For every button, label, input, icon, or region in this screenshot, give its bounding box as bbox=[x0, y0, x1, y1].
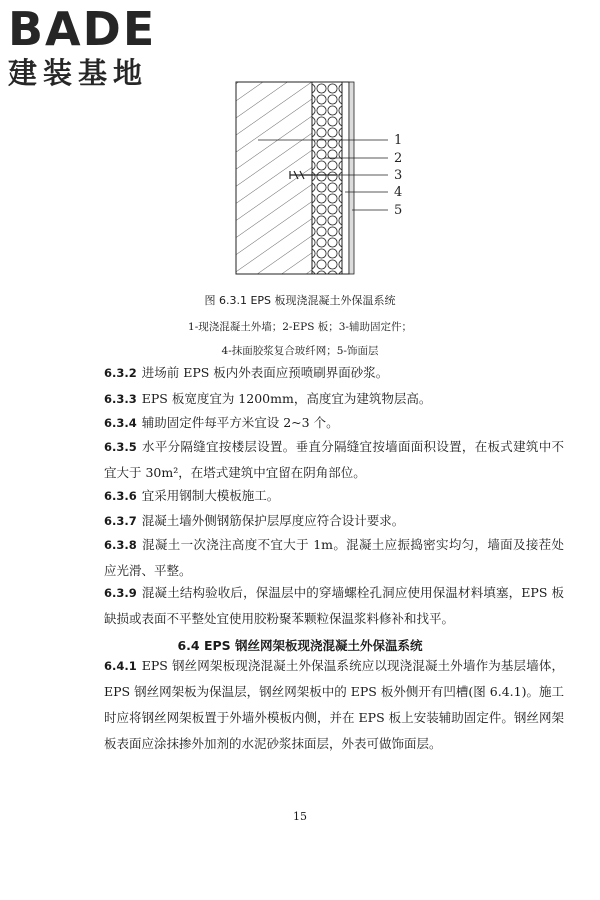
clause-6-3-6 bbox=[104, 483, 564, 509]
clause-number: 6.3.4 bbox=[104, 416, 137, 430]
page-number: 15 bbox=[293, 810, 307, 823]
finish-layer bbox=[349, 82, 354, 274]
clause-number: 6.3.3 bbox=[104, 392, 137, 406]
figure-legend-line2: 4-抹面胶浆复合玻纤网；5-饰面层 bbox=[221, 345, 379, 357]
clause-text: EPS 板宽度宜为 1200mm，高度宜为建筑物层高。 bbox=[141, 391, 432, 406]
clause-number: 6.3.2 bbox=[104, 366, 137, 380]
clause-6-3-5 bbox=[104, 434, 564, 486]
logo-subtitle: 建装基地 bbox=[8, 56, 149, 90]
clause-6-3-2 bbox=[104, 360, 564, 386]
callout-4: 4 bbox=[394, 185, 403, 200]
eps-board bbox=[312, 82, 342, 274]
clause-text: 混凝土一次浇注高度不宜大于 1m。混凝土应振捣密实均匀，墙面及接茬处应光滑、平整。 bbox=[104, 537, 564, 578]
wall-section-figure bbox=[228, 72, 428, 282]
clause-6-3-7 bbox=[104, 508, 564, 534]
clause-6-3-4 bbox=[104, 410, 564, 436]
clause-text: 宜采用钢制大模板施工。 bbox=[141, 488, 280, 503]
concrete-wall bbox=[236, 82, 312, 274]
clause-6-3-9 bbox=[104, 580, 564, 632]
clause-number: 6.3.5 bbox=[104, 440, 137, 454]
clause-number: 6.3.7 bbox=[104, 514, 137, 528]
clause-text: 混凝土结构验收后，保温层中的穿墙螺栓孔洞应使用保温材料填塞，EPS 板缺损或表面不平整处宜使用胶粉聚苯颗粒保温浆料修补和找平。 bbox=[104, 585, 564, 626]
mesh-mortar-layer bbox=[342, 82, 349, 274]
clause-6-3-3 bbox=[104, 386, 564, 412]
logo-brand: BADE bbox=[8, 2, 157, 56]
figure-legend-line1: 1-现浇混凝土外墙；2-EPS 板；3-辅助固定件； bbox=[188, 321, 412, 333]
logo bbox=[8, 2, 178, 90]
clause-number: 6.3.8 bbox=[104, 538, 137, 552]
clause-number: 6.3.9 bbox=[104, 586, 137, 600]
figure-caption: 图 6.3.1 EPS 板现浇混凝土外保温系统 bbox=[204, 294, 396, 307]
section-heading: 6.4 EPS 钢丝网架板现浇混凝土外保温系统 bbox=[177, 638, 423, 653]
clause-6-3-8 bbox=[104, 532, 564, 584]
callout-5: 5 bbox=[394, 203, 403, 218]
clause-number: 6.4.1 bbox=[104, 659, 137, 673]
clause-text: 进场前 EPS 板内外表面应预喷刷界面砂浆。 bbox=[141, 365, 389, 380]
clause-text: EPS 钢丝网架板现浇混凝土外保温系统应以现浇混凝土外墙作为基层墙体，EPS 钢丝网架板为保温层，钢丝网架板中的 EPS 板外侧开有凹槽(图 6.4.1)。施工时应将钢丝网架板置于外墙外模板内侧，并在 EPS 板上安装辅助固定件。钢丝网架板表面应涂抹掺外加剂的水泥砂浆抹面层，外表可做饰面层。 bbox=[104, 658, 564, 751]
clause-number: 6.3.6 bbox=[104, 489, 137, 503]
callout-1: 1 bbox=[394, 133, 403, 148]
clause-text: 水平分隔缝宜按楼层设置。垂直分隔缝宜按墙面面积设置，在板式建筑中不宜大于 30m²，在塔式建筑中宜留在阴角部位。 bbox=[104, 439, 564, 480]
clause-text: 辅助固定件每平方米宜设 2~3 个。 bbox=[141, 415, 339, 430]
callout-3: 3 bbox=[394, 168, 403, 183]
callout-2: 2 bbox=[394, 151, 403, 166]
clause-6-4-1 bbox=[104, 653, 564, 757]
clause-text: 混凝土墙外侧钢筋保护层厚度应符合设计要求。 bbox=[141, 513, 405, 528]
